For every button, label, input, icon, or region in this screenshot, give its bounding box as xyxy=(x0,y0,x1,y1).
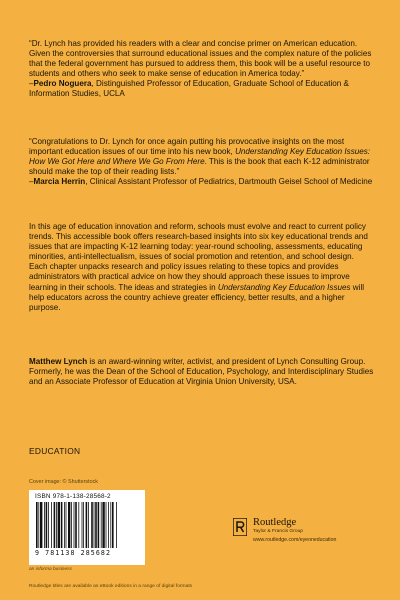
quote-text-after: . This is the book that each K-12 administrator should make the top of their reading lists.” xyxy=(29,157,370,177)
category-label: EDUCATION xyxy=(29,446,81,456)
isbn-number: ISBN 978-1-138-28568-2 xyxy=(35,493,111,500)
publisher-block xyxy=(233,514,383,554)
informa-business-label: an informa business xyxy=(29,567,72,572)
quote-affiliation: , Distinguished Professor of Education, Graduate School of Education & Information Studies, UCLA xyxy=(29,79,349,99)
barcode-image xyxy=(35,502,139,548)
quote-text-before: “Congratulations to Dr. Lynch for once again putting his provocative insights on the most important education issues of our time into his new book, xyxy=(29,137,345,157)
ebook-availability-note: Routledge titles are available as eBook editions in a range of digital formats xyxy=(29,584,193,589)
author-name: Matthew Lynch xyxy=(29,357,88,366)
author-bio-text: is an award-winning writer, activist, and president of Lynch Consulting Group. Formerly, he was the Dean of the School of Education, Psychology, and Interdisciplinary Studies and an Associate Professor of Education at Virginia Union University, USA. xyxy=(29,357,374,387)
routledge-r-logo-icon xyxy=(233,518,247,536)
quote-affiliation: , Clinical Assistant Professor of Pediatrics, Dartmouth Geisel School of Medicine xyxy=(85,177,373,187)
author-bio xyxy=(29,357,374,387)
publisher-name: Routledge xyxy=(253,517,297,528)
publisher-url: www.routledge.com/eyeoneducation xyxy=(253,537,337,543)
attribution-dash: – xyxy=(29,177,34,187)
quote-author: Pedro Noguera xyxy=(33,79,92,89)
description-text-after: will help educators across the country achieve greater efficiency, better results, and a higher purpose. xyxy=(29,282,365,312)
quote-text: “Dr. Lynch has provided his readers with a clear and concise primer on American education. Given the controversies that surround educational issues and the complex nature of the policies that the federal government has pursued to address them, this book will be a useful resource to students and others who seek to make sense of education in America today.” xyxy=(29,39,372,79)
cover-image-credit: Cover image: © Shutterstock xyxy=(29,479,98,485)
barcode-digits: 9 781138 285682 xyxy=(35,549,112,557)
quote-book-title: Understanding Key Education Issues: How We Got Here and Where We Go From Here xyxy=(29,147,371,167)
description-book-title: Understanding Key Education Issues xyxy=(217,282,351,292)
publisher-group: Taylor & Francis Group xyxy=(253,529,304,534)
endorsement-quote-2 xyxy=(29,137,374,187)
quote-author: Marcia Herrin xyxy=(33,177,86,187)
description-text-before: In this age of education innovation and reform, schools must evolve and react to current policy trends. This accessible book offers research-based insights into six key educational trends and issues that are impacting K-12 learning today: year-round schooling, assessments, educating minorities, anti-intellectualism, issues of social promotion and retention, and school design. Each chapter unpacks research and policy issues relating to these topics and provides administrators with practical advice on how they should approach these issues to improve learning in their schools. The ideas and strategies in xyxy=(29,222,368,292)
barcode-panel xyxy=(29,490,145,565)
attribution-dash: – xyxy=(29,79,34,89)
book-description xyxy=(29,222,374,313)
endorsement-quote-1 xyxy=(29,39,374,100)
